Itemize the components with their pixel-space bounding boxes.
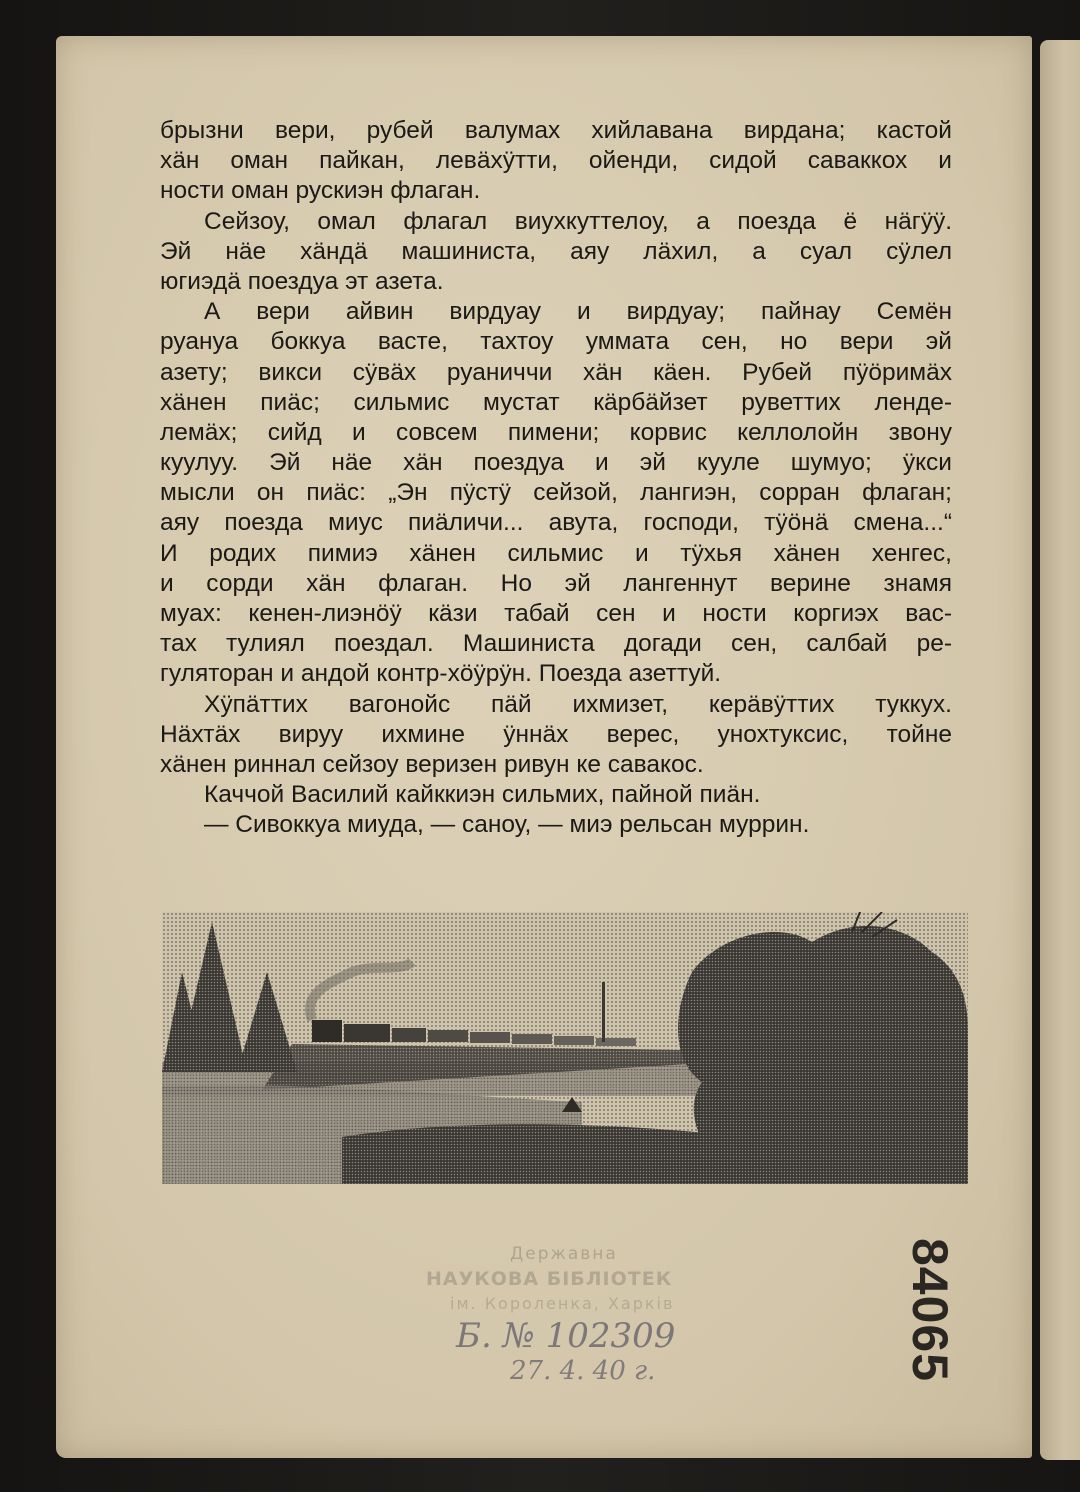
stamp-line-3: ім. Короленка, Харків (450, 1294, 675, 1313)
text-line: ности оман рускиэн флаган. (160, 177, 481, 205)
handwritten-number: Б. № 102309 (456, 1316, 676, 1356)
text-line: мысли он пиäс: „Эн пӱстӱ сейзой, лангиэн, сорран флаган; (160, 479, 952, 507)
text-line: Каччой Василий кайккиэн сильмих, пайной пиäн. (204, 781, 761, 809)
inventory-number (900, 1230, 960, 1390)
text-line: А вери айвин вирдуау и вирдуау; пайнау Семён (204, 298, 952, 326)
adjacent-page-edge (1040, 40, 1080, 1460)
text-line: хäнен пиäс; сильмис мустат кäрбäйзет руветтих ленде- (160, 388, 952, 416)
text-line: — Сивоккуа миуда, — саноу, — миэ рельсан муррин. (204, 811, 810, 839)
text-line: хäн оман пайкан, левäхӱтти, ойенди, сидой саваккох и (160, 147, 952, 175)
text-line: аяу поезда миус пиäличи... авута, господи, тӱöнä смена...“ (160, 509, 952, 537)
text-line: куулуу. Эй нäе хäн поездуа и эй кууле шумуо; ӱкси (160, 449, 952, 477)
library-stamp (420, 1240, 720, 1430)
text-line: азету; викси сӱвäх руаниччи хäн кäен. Рубей пӱöримäх (160, 358, 952, 386)
text-line: Хӱпäттих вагонойс пäй ихмизет, керäвӱттих туккух. (204, 690, 952, 718)
stamp-line-2: НАУКОВА БІБЛІОТЕК (426, 1268, 673, 1290)
text-line: гуляторан и андой контр-хöӱрӱн. Поезда азеттуй. (160, 660, 722, 688)
handwritten-note: 27. 4. 40 г. (510, 1356, 656, 1386)
stamp-line-1: Державна (510, 1244, 618, 1264)
text-line: лемäх; сийд и совсем пимени; корвис келлолойн звону (160, 418, 952, 446)
body-text (160, 116, 952, 841)
text-line: тах тулиял поездал. Машиниста догади сен, салбай ре- (160, 630, 952, 658)
text-line: И родих пимиэ хäнен сильмис и тӱхья хäнен хенгес, (160, 539, 952, 567)
text-line: Нäхтäх вируу ихмине ӱннäх верес, унохтуксис, тойне (160, 720, 952, 748)
text-line: руануа боккуа васте, тахтоу уммата сен, но вери эй (160, 328, 952, 356)
text-line: югиэдä поездуа эт азета. (160, 267, 444, 295)
engraving-train-landscape-icon (162, 912, 968, 1184)
text-line: и сорди хäн флаган. Но эй лангеннут верине знамя (160, 569, 952, 597)
text-line: муах: кенен-лиэнöӱ кäзи табай сен и ности коргиэх вас- (160, 600, 952, 627)
text-line: хäнен риннал сейзоу веризен ривун ке савакос. (160, 750, 704, 778)
text-line: Эй нäе хäндä машиниста, аяу лäхил, а суал сӱлел (160, 237, 952, 265)
inventory-number-text: 84065 (902, 1237, 958, 1383)
text-line: Сейзоу, омал флагал виухкуттелоу, а поезда ё нäгӱӱ. (204, 207, 952, 235)
text-line: брызни вери, рубей валумах хийлавана вирдана; кастой (160, 117, 952, 144)
